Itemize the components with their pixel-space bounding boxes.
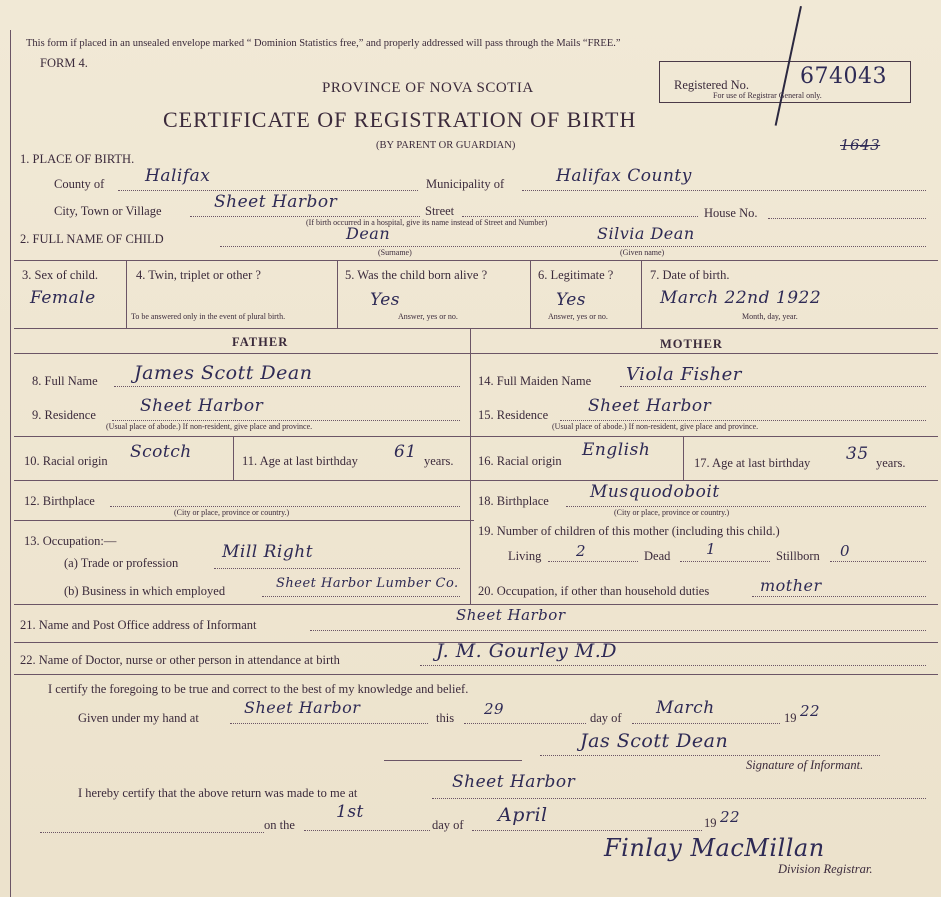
father-name-label: 8. Full Name <box>32 374 98 388</box>
mother-name-label: 14. Full Maiden Name <box>478 374 592 388</box>
mother-residence-label: 15. Residence <box>478 408 549 422</box>
given-day-line <box>464 723 586 724</box>
informant-signature-label: Signature of Informant. <box>746 758 864 772</box>
father-mother-divider <box>470 328 471 520</box>
doctor-name: J. M. Gourley M.D <box>436 640 618 662</box>
children-count-label: 19. Number of children of this mother (including this child.) <box>478 524 780 538</box>
registrar-year-prefix: 19 <box>704 816 717 830</box>
registrar-signature: Finlay MacMillan <box>604 834 825 862</box>
dob-note: Month, day, year. <box>742 312 798 321</box>
given-place-line <box>230 723 428 724</box>
mother-birthplace-note: (City or place, province or country.) <box>614 508 730 517</box>
father-birthplace-line <box>110 506 460 507</box>
father-residence-note: (Usual place of abode.) If non-resident, give place and province. <box>106 422 313 431</box>
mother-name-line <box>620 386 926 387</box>
given-month-line <box>632 723 780 724</box>
informant-signature-line <box>540 755 880 756</box>
registrar-leading-line <box>40 832 264 833</box>
divider-6 <box>641 260 642 328</box>
given-under-hand-label: Given under my hand at <box>78 711 199 725</box>
given-day: 29 <box>484 700 505 718</box>
certify-text: I certify the foregoing to be true and correct to the best of my knowledge and belief. <box>48 682 469 696</box>
living-label: Living <box>508 549 542 563</box>
rule-informant-top <box>14 604 938 605</box>
registrar-month: April <box>498 804 548 826</box>
registrar-day: 1st <box>336 802 364 822</box>
father-racial: Scotch <box>130 442 192 462</box>
business-line <box>262 596 460 597</box>
registrar-year-suffix: 22 <box>720 808 741 826</box>
mother-name: Viola Fisher <box>626 364 742 385</box>
registered-number: 674043 <box>800 64 887 89</box>
doctor-line <box>420 665 926 666</box>
mother-residence-line <box>560 420 926 421</box>
child-surname: Dean <box>346 224 391 243</box>
mother-racial: English <box>582 440 651 460</box>
house-number-label: House No. <box>704 206 758 220</box>
on-the-label: on the <box>264 818 295 832</box>
sex-label: 3. Sex of child. <box>22 268 99 282</box>
mother-occupation-label: 20. Occupation, if other than household duties <box>478 584 710 598</box>
mother-years: years. <box>876 456 906 470</box>
child-name-line <box>220 246 926 247</box>
page-title: CERTIFICATE OF REGISTRATION OF BIRTH <box>163 107 637 132</box>
mail-note: This form if placed in an unsealed envelope marked “ Dominion Statistics free,” and properly addressed will pass through the Mails “FREE.” <box>26 38 621 49</box>
business-value: Sheet Harbor Lumber Co. <box>276 576 459 591</box>
municipality-value: Halifax County <box>556 166 692 186</box>
registrar-use-note: For use of Registrar General only. <box>713 91 822 100</box>
dead-label: Dead <box>644 549 671 563</box>
given-year-prefix: 19 <box>784 711 797 725</box>
city-line <box>190 216 420 217</box>
divider-racial-age-father <box>233 436 234 480</box>
mother-age: 35 <box>846 444 869 464</box>
divider-3 <box>126 260 127 328</box>
registrar-signature-label: Division Registrar. <box>778 862 873 876</box>
mother-birthplace-label: 18. Birthplace <box>478 494 549 508</box>
surname-note: (Surname) <box>378 248 412 257</box>
living-line <box>548 561 638 562</box>
informant-label: 21. Name and Post Office address of Informant <box>20 618 257 632</box>
father-age-label: 11. Age at last birthday <box>242 454 358 468</box>
given-name-note: (Given name) <box>620 248 665 257</box>
rule-certify-top <box>14 674 938 675</box>
province-title: PROVINCE OF NOVA SCOTIA <box>322 80 534 96</box>
city-value: Sheet Harbor <box>214 192 338 212</box>
street-line <box>462 216 698 217</box>
separator-rule <box>384 760 522 761</box>
legitimate-label: 6. Legitimate ? <box>538 268 614 282</box>
father-residence: Sheet Harbor <box>140 396 264 416</box>
rule-racial-top <box>14 436 938 437</box>
father-birthplace-note: (City or place, province or country.) <box>174 508 290 517</box>
given-place: Sheet Harbor <box>244 698 361 717</box>
trade-value: Mill Right <box>222 542 314 562</box>
place-of-birth-label: 1. PLACE OF BIRTH. <box>20 152 135 166</box>
this-label: this <box>436 711 455 725</box>
trade-label: (a) Trade or profession <box>64 556 179 570</box>
registered-label: Registered No. <box>674 78 749 92</box>
registrar-place-line <box>432 798 926 799</box>
father-age: 61 <box>394 442 417 462</box>
registrar-certify-text: I hereby certify that the above return was made to me at <box>78 786 358 800</box>
divider-4 <box>337 260 338 328</box>
rule-occupation-top <box>14 520 474 521</box>
father-residence-label: 9. Residence <box>32 408 96 422</box>
registrar-place: Sheet Harbor <box>452 772 576 792</box>
mother-residence: Sheet Harbor <box>588 396 712 416</box>
form-number: FORM 4. <box>40 56 88 70</box>
hospital-note: (If birth occurred in a hospital, give its name instead of Street and Number) <box>306 218 548 227</box>
alive-value: Yes <box>370 290 401 310</box>
mother-occupation-line <box>752 596 926 597</box>
dob-value: March 22nd 1922 <box>660 288 822 308</box>
child-given-name: Silvia Dean <box>597 224 695 243</box>
rule-heading-bottom <box>14 353 938 354</box>
mother-residence-note: (Usual place of abode.) If non-resident, give place and province. <box>552 422 759 431</box>
father-heading: FATHER <box>232 335 289 349</box>
rule-row3-bottom <box>14 328 938 329</box>
divider-racial-age-mother <box>683 436 684 480</box>
stillborn-value: 0 <box>840 542 851 560</box>
father-years: years. <box>424 454 454 468</box>
left-margin-rule <box>10 30 11 897</box>
registrar-day-of-label: day of <box>432 818 464 832</box>
twin-note: To be answered only in the event of plural birth. <box>131 312 286 321</box>
stillborn-line <box>830 561 926 562</box>
informant-line <box>310 630 926 631</box>
mother-racial-label: 16. Racial origin <box>478 454 562 468</box>
day-of-label: day of <box>590 711 622 725</box>
informant-address: Sheet Harbor <box>456 606 566 624</box>
mother-heading: MOTHER <box>660 337 723 351</box>
municipality-label: Municipality of <box>426 177 505 191</box>
stillborn-label: Stillborn <box>776 549 820 563</box>
divider-5 <box>530 260 531 328</box>
father-racial-label: 10. Racial origin <box>24 454 108 468</box>
dob-label: 7. Date of birth. <box>650 268 730 282</box>
father-residence-line <box>112 420 460 421</box>
sex-value: Female <box>30 288 96 308</box>
registrar-month-line <box>472 830 702 831</box>
informant-signature: Jas Scott Dean <box>580 730 729 752</box>
legitimate-note: Answer, yes or no. <box>548 312 608 321</box>
father-name-line <box>114 386 460 387</box>
occupation-label: 13. Occupation:— <box>24 534 117 548</box>
dead-value: 1 <box>706 540 717 558</box>
father-birthplace-label: 12. Birthplace <box>24 494 95 508</box>
county-line <box>118 190 418 191</box>
living-value: 2 <box>576 542 587 560</box>
city-label: City, Town or Village <box>54 204 162 218</box>
mother-birthplace-line <box>566 506 926 507</box>
rule-row3-top <box>14 260 938 261</box>
subtitle: (BY PARENT OR GUARDIAN) <box>376 140 516 151</box>
child-name-label: 2. FULL NAME OF CHILD <box>20 232 164 246</box>
county-label: County of <box>54 177 105 191</box>
doctor-label: 22. Name of Doctor, nurse or other person in attendance at birth <box>20 653 340 667</box>
given-year-suffix: 22 <box>800 702 821 720</box>
dead-line <box>680 561 770 562</box>
twin-label: 4. Twin, triplet or other ? <box>136 268 261 282</box>
side-mark: 1643 <box>840 136 881 154</box>
legitimate-value: Yes <box>556 290 587 310</box>
alive-label: 5. Was the child born alive ? <box>345 268 488 282</box>
business-label: (b) Business in which employed <box>64 584 226 598</box>
given-month: March <box>656 698 715 718</box>
divider-occupation <box>470 520 471 604</box>
rule-racial-bottom <box>14 480 938 481</box>
mother-birthplace: Musquodoboit <box>590 482 720 502</box>
county-value: Halifax <box>145 166 211 186</box>
alive-note: Answer, yes or no. <box>398 312 458 321</box>
municipality-line <box>522 190 926 191</box>
father-name: James Scott Dean <box>134 362 313 384</box>
mother-occupation: mother <box>760 576 822 595</box>
street-label: Street <box>425 204 455 218</box>
trade-line <box>214 568 460 569</box>
mother-age-label: 17. Age at last birthday <box>694 456 811 470</box>
house-number-line <box>768 218 926 219</box>
registrar-day-line <box>304 830 430 831</box>
